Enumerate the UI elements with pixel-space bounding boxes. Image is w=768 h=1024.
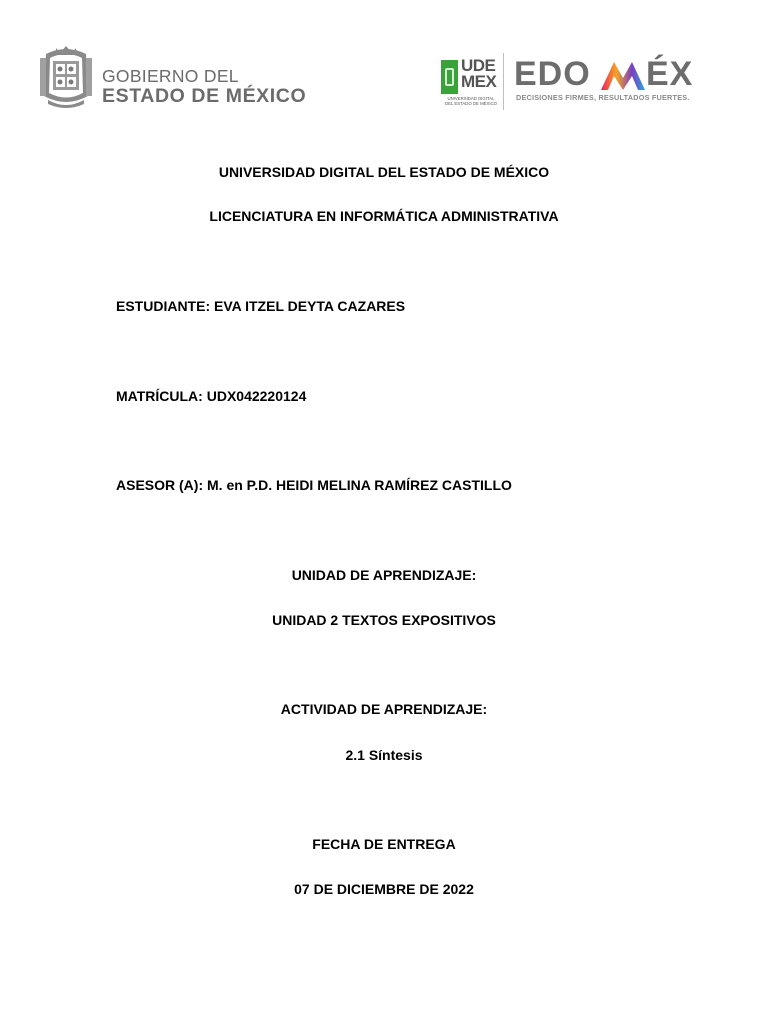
student-name: ESTUDIANTE: EVA ITZEL DEYTA CAZARES xyxy=(116,298,406,314)
university-title: UNIVERSIDAD DIGITAL DEL ESTADO DE MÉXICO xyxy=(218,164,550,180)
advisor-name: ASESOR (A): M. en P.D. HEIDI MELINA RAMÍREZ CASTILLO xyxy=(116,477,512,493)
gobierno-logo xyxy=(38,44,308,110)
udemex-logo xyxy=(440,56,502,108)
edomex-letters-right: ÉX xyxy=(646,55,694,93)
gobierno-line-1: GOBIERNO DEL xyxy=(102,66,239,86)
logo-divider xyxy=(503,53,504,110)
udemex-wordmark xyxy=(461,58,496,90)
page-header xyxy=(0,0,768,130)
udemex-subtitle xyxy=(440,96,502,106)
edomex-tagline: DECISIONES FIRMES, RESULTADOS FUERTES. xyxy=(516,93,690,102)
edomex-letters-left: EDO xyxy=(514,55,591,93)
student-id: MATRÍCULA: UDX042220124 xyxy=(116,388,307,404)
activity-value: 2.1 Síntesis xyxy=(345,747,423,763)
unit-value: UNIDAD 2 TEXTOS EXPOSITIVOS xyxy=(272,612,496,628)
edomex-logo xyxy=(514,56,724,108)
state-seal-icon xyxy=(38,44,94,110)
udemex-subtitle-top: UNIVERSIDAD DIGITAL xyxy=(447,96,495,101)
gobierno-line-2: ESTADO DE MÉXICO xyxy=(102,84,307,107)
activity-heading: ACTIVIDAD DE APRENDIZAJE: xyxy=(280,701,488,717)
due-date-value: 07 DE DICIEMBRE DE 2022 xyxy=(294,881,474,897)
gobierno-wordmark xyxy=(102,68,306,106)
udemex-word-top: UDE xyxy=(461,56,496,75)
degree-title: LICENCIATURA EN INFORMÁTICA ADMINISTRATIVA xyxy=(209,208,559,224)
udemex-subtitle-bottom: DEL ESTADO DE MÉXICO xyxy=(444,101,498,106)
udemex-mark-icon xyxy=(441,60,458,94)
unit-heading: UNIDAD DE APRENDIZAJE: xyxy=(291,567,477,583)
due-date-heading: FECHA DE ENTREGA xyxy=(312,836,456,852)
udemex-word-bottom: MEX xyxy=(461,72,497,91)
